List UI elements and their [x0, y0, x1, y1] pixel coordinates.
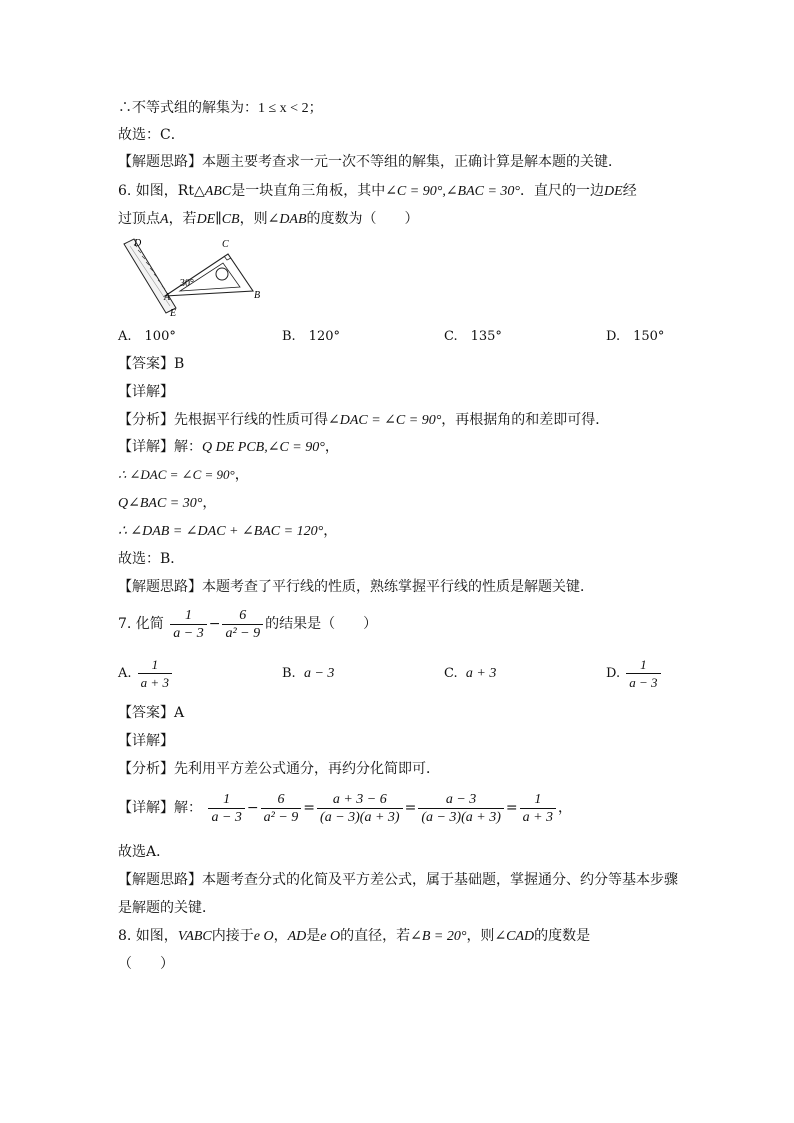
- q6-solution-4: ∴ ∠DAB = ∠DAC + ∠BAC = 120°，: [118, 523, 338, 539]
- q7-option-c[interactable]: C. a + 3: [444, 666, 497, 681]
- q7-option-d[interactable]: D. $\frac{1}{a - 3}$: [606, 655, 663, 693]
- q7-analysis: 【分析】先利用平方差公式通分，再约分化简即可．: [118, 761, 440, 777]
- label-angle: 30°: [180, 278, 194, 289]
- label-c: C: [222, 239, 229, 250]
- q6-stem-line1: 6. 如图，Rt△ABC是一块直角三角板，其中∠C = 90°,∠BAC = 30°．直尺的一边DE经: [118, 183, 637, 199]
- q6-solution-1: 【详解】解：Q DE PCB,∠C = 90°，: [118, 439, 339, 455]
- set-square-triangle: [165, 254, 253, 296]
- q6-option-a[interactable]: A. 100°: [118, 329, 176, 344]
- q7-idea-2: 是解题的关键．: [118, 900, 216, 916]
- q6-detail-heading: 【详解】: [118, 384, 174, 400]
- solution-set-line: ∴不等式组的解集为：1 ≤ x < 2；: [118, 100, 323, 116]
- q6-idea: 【解题思路】本题考查了平行线的性质，熟练掌握平行线的性质是解题关键．: [118, 579, 594, 595]
- q7-detail-heading: 【详解】: [118, 733, 174, 749]
- q7-stem: 7. 化简 $\frac{1}{a - 3}$ − $\frac{6}{\text{a² − 9}}$ 的结果是（ ）: [118, 607, 378, 641]
- q6-stem-line2: 过顶点A，若DE∥CB，则∠DAB的度数为（ ）: [118, 211, 419, 227]
- label-b: B: [254, 290, 261, 301]
- q6-option-c[interactable]: C. 135°: [444, 329, 502, 344]
- q6-option-b[interactable]: B. 120°: [282, 329, 340, 344]
- solution-idea-line: 【解题思路】本题主要考查求一元一次不等组的解集，正确计算是解本题的关键．: [118, 154, 622, 170]
- q7-idea-1: 【解题思路】本题考查分式的化简及平方差公式，属于基础题，掌握通分、约分等基本步骤: [118, 872, 678, 888]
- q7-solution: 【详解】解： $\frac{1}{a - 3}$ − $\frac{6}{\text{a² − 9}}$ = $\frac{a + 3 - 6}{(a - 3)(a + 3)}$ = $\frac{a - 3}{(a - 3)(a + 3)}$ = $\frac{1}{a + 3}$ ，: [118, 791, 573, 825]
- q7-stem-fraction-1: $\frac{1}{a - 3}$: [170, 607, 206, 642]
- q7-option-a[interactable]: A. $\frac{1}{a + 3}$: [118, 655, 174, 693]
- label-d: D: [134, 238, 142, 249]
- q8-stem-line2: （ ）: [118, 956, 174, 972]
- q6-answer: 【答案】B: [118, 356, 185, 372]
- q8-stem-line1: 8. 如图，VABC内接于e O，AD是e O的直径，若∠B = 20°，则∠CAD的度数是: [118, 928, 591, 944]
- q7-pick: 故选A．: [118, 844, 171, 860]
- q7-option-b[interactable]: B. a − 3: [282, 666, 335, 681]
- label-e: E: [170, 308, 177, 318]
- q6-solution-2: ∴ ∠DAC = ∠C = 90°，: [118, 467, 249, 483]
- label-a: A: [164, 292, 171, 303]
- q6-pick: 故选：B．: [118, 551, 185, 567]
- answer-choice-line: 故选：C．: [118, 127, 185, 143]
- q6-figure: [118, 234, 268, 318]
- q7-answer: 【答案】A: [118, 705, 185, 721]
- q6-analysis: 【分析】先根据平行线的性质可得∠DAC = ∠C = 90°，再根据角的和差即可得．: [118, 412, 610, 428]
- q6-option-d[interactable]: D. 150°: [606, 329, 665, 344]
- q6-solution-3: Q∠BAC = 30°，: [118, 495, 217, 511]
- q7-stem-fraction-2: $\frac{6}{\text{a² − 9}}$: [222, 607, 263, 642]
